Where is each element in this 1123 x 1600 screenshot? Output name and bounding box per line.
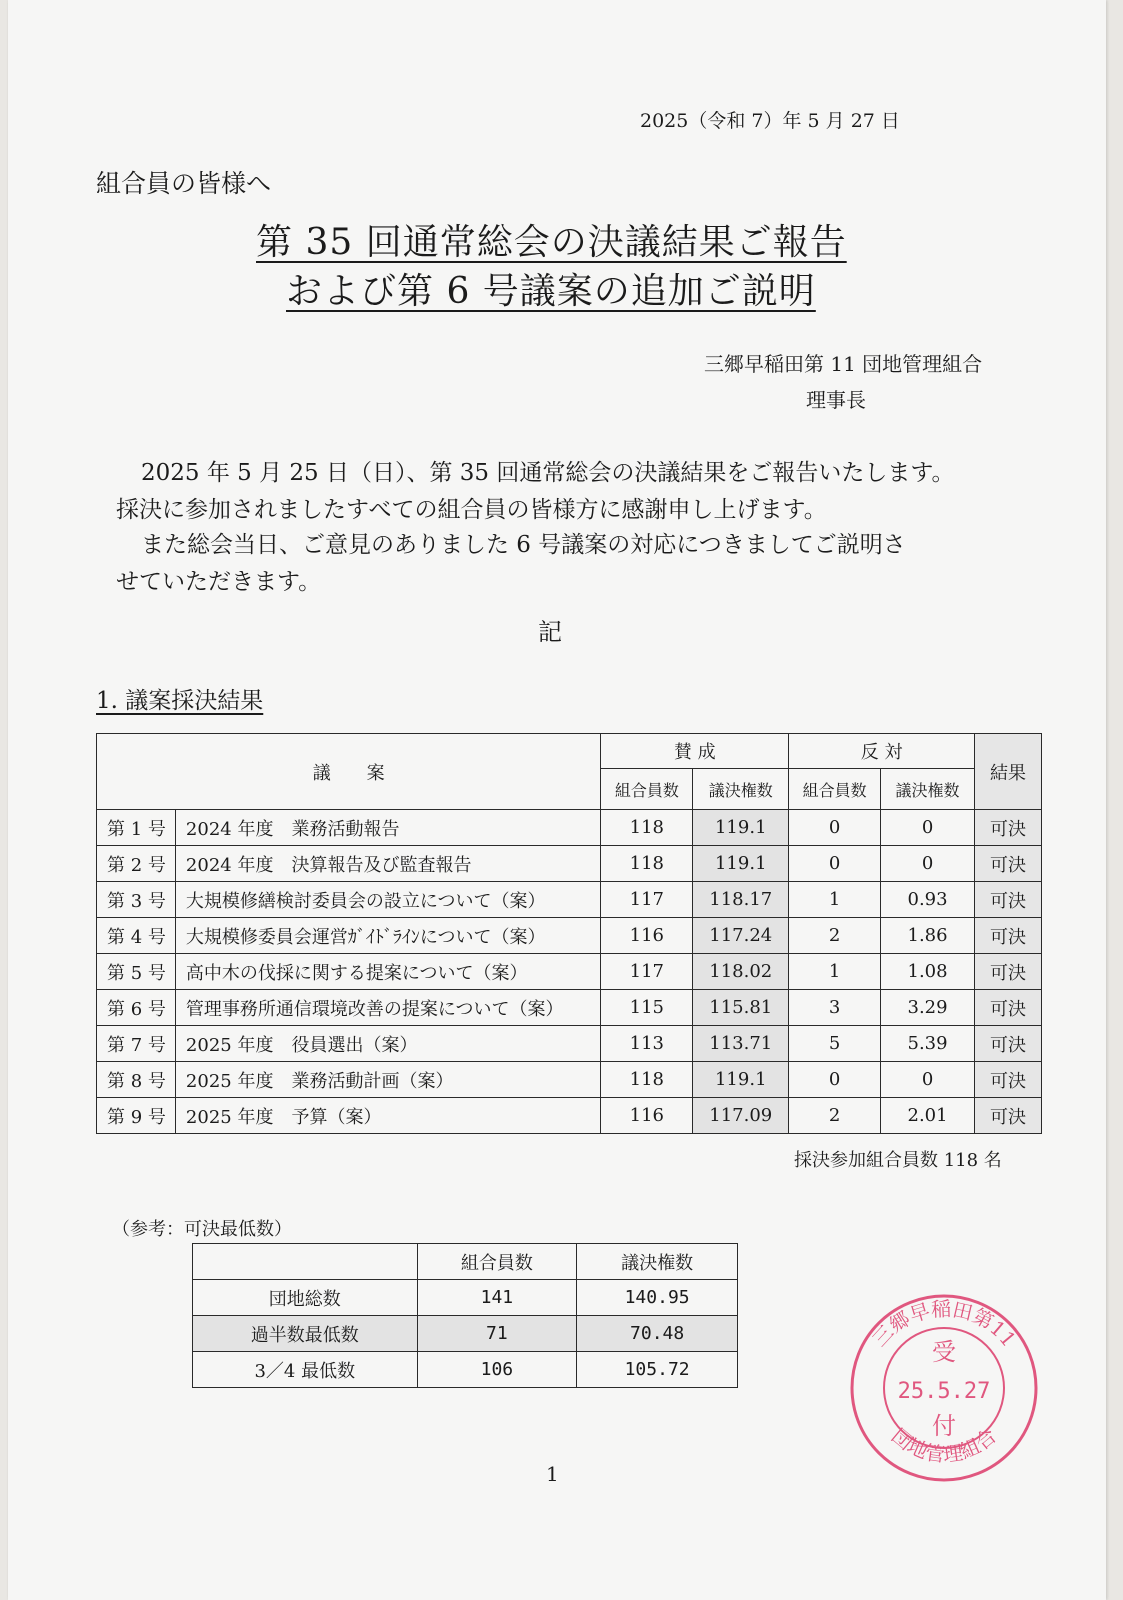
proposal-name: 2025 年度 業務活動計画（案） xyxy=(175,1062,600,1098)
reference-header-votes: 議決権数 xyxy=(577,1244,738,1280)
result-cell: 可決 xyxy=(975,990,1042,1026)
oppose-members-cell: 0 xyxy=(789,846,881,882)
oppose-members-cell: 5 xyxy=(789,1026,881,1062)
table-row xyxy=(97,954,1042,990)
result-cell: 可決 xyxy=(975,1098,1042,1134)
approve-votes-cell: 113.71 xyxy=(693,1026,789,1062)
document-page xyxy=(8,0,1106,1600)
oppose-members-cell: 2 xyxy=(789,918,881,954)
table-row xyxy=(97,846,1042,882)
result-cell: 可決 xyxy=(975,918,1042,954)
approve-members-cell: 118 xyxy=(601,846,693,882)
body-line-2: 採決に参加されましたすべての組合員の皆様方に感謝申し上げます。 xyxy=(116,497,827,523)
body-line-4: せていただきます。 xyxy=(116,569,322,595)
reference-votes-cell: 105.72 xyxy=(577,1352,738,1388)
proposal-name: 高中木の伐採に関する提案について（案） xyxy=(175,954,600,990)
proposal-name: 大規模修委員会運営ｶﾞｲﾄﾞﾗｲﾝについて（案） xyxy=(175,918,600,954)
proposal-name: 2025 年度 役員選出（案） xyxy=(175,1026,600,1062)
header-oppose-votes: 議決権数 xyxy=(881,769,975,810)
vote-results-table xyxy=(96,733,1042,1134)
reference-row-label: 過半数最低数 xyxy=(193,1316,418,1352)
result-cell: 可決 xyxy=(975,1026,1042,1062)
proposal-name: 大規模修繕検討委員会の設立について（案） xyxy=(175,882,600,918)
oppose-votes-cell: 0 xyxy=(881,846,975,882)
proposal-number: 第 2 号 xyxy=(97,846,176,882)
reference-row xyxy=(193,1352,738,1388)
participants-note: 採決参加組合員数 118 名 xyxy=(794,1150,1002,1171)
body-line-3: また総会当日、ご意見のありました 6 号議案の対応につきましてご説明さ xyxy=(141,532,906,558)
oppose-members-cell: 2 xyxy=(789,1098,881,1134)
header-approve: 賛 成 xyxy=(601,734,789,769)
sender-organization: 三郷早稲田第 11 団地管理組合 xyxy=(704,352,983,376)
reference-votes-cell: 140.95 xyxy=(577,1280,738,1316)
reference-header-blank xyxy=(193,1244,418,1280)
approve-members-cell: 116 xyxy=(601,918,693,954)
approve-votes-cell: 118.02 xyxy=(693,954,789,990)
oppose-members-cell: 1 xyxy=(789,882,881,918)
sender-role: 理事長 xyxy=(806,388,866,412)
oppose-members-cell: 1 xyxy=(789,954,881,990)
reference-label: （参考：可決最低数） xyxy=(112,1219,292,1240)
body-line-1: 2025 年 5 月 25 日（日）、第 35 回通常総会の決議結果をご報告いたします。 xyxy=(141,460,955,486)
proposal-number: 第 7 号 xyxy=(97,1026,176,1062)
stamp-attached-char: 付 xyxy=(932,1412,956,1440)
proposal-number: 第 8 号 xyxy=(97,1062,176,1098)
table-row xyxy=(97,882,1042,918)
document-title-line2: および第 6 号議案の追加ご説明 xyxy=(286,271,816,312)
oppose-members-cell: 3 xyxy=(789,990,881,1026)
oppose-votes-cell: 1.08 xyxy=(881,954,975,990)
header-approve-votes: 議決権数 xyxy=(693,769,789,810)
approve-votes-cell: 119.1 xyxy=(693,846,789,882)
reference-row-label: 団地総数 xyxy=(193,1280,418,1316)
oppose-votes-cell: 3.29 xyxy=(881,990,975,1026)
proposal-number: 第 3 号 xyxy=(97,882,176,918)
approve-members-cell: 118 xyxy=(601,810,693,846)
approve-votes-cell: 117.09 xyxy=(693,1098,789,1134)
oppose-members-cell: 0 xyxy=(789,810,881,846)
proposal-number: 第 1 号 xyxy=(97,810,176,846)
reference-table xyxy=(192,1243,738,1388)
header-result: 結果 xyxy=(975,734,1042,810)
reference-members-cell: 141 xyxy=(417,1280,577,1316)
header-approve-members: 組合員数 xyxy=(601,769,693,810)
oppose-votes-cell: 0 xyxy=(881,810,975,846)
stamp-received-char: 受 xyxy=(932,1338,956,1366)
approve-members-cell: 117 xyxy=(601,954,693,990)
reference-row-label: 3／4 最低数 xyxy=(193,1352,418,1388)
approve-votes-cell: 117.24 xyxy=(693,918,789,954)
addressee: 組合員の皆様へ xyxy=(96,169,272,198)
stamp-date: 25.5.27 xyxy=(897,1379,991,1404)
reference-row xyxy=(193,1280,738,1316)
document-date: 2025（令和 7）年 5 月 27 日 xyxy=(640,110,900,132)
reference-row xyxy=(193,1316,738,1352)
approve-members-cell: 116 xyxy=(601,1098,693,1134)
oppose-votes-cell: 2.01 xyxy=(881,1098,975,1134)
result-cell: 可決 xyxy=(975,882,1042,918)
oppose-votes-cell: 0.93 xyxy=(881,882,975,918)
stamp-org-text: 三郷早稲田第11 xyxy=(867,1296,1021,1352)
approve-members-cell: 118 xyxy=(601,1062,693,1098)
oppose-votes-cell: 0 xyxy=(881,1062,975,1098)
proposal-name: 2024 年度 業務活動報告 xyxy=(175,810,600,846)
proposal-number: 第 6 号 xyxy=(97,990,176,1026)
result-cell: 可決 xyxy=(975,954,1042,990)
reference-header-members: 組合員数 xyxy=(417,1244,577,1280)
result-cell: 可決 xyxy=(975,1062,1042,1098)
reference-votes-cell: 70.48 xyxy=(577,1316,738,1352)
header-oppose: 反 対 xyxy=(789,734,975,769)
table-row xyxy=(97,1098,1042,1134)
approve-votes-cell: 115.81 xyxy=(693,990,789,1026)
proposal-number: 第 5 号 xyxy=(97,954,176,990)
oppose-votes-cell: 5.39 xyxy=(881,1026,975,1062)
proposal-number: 第 9 号 xyxy=(97,1098,176,1134)
page-number: 1 xyxy=(546,1462,559,1486)
reference-members-cell: 71 xyxy=(417,1316,577,1352)
header-oppose-members: 組合員数 xyxy=(789,769,881,810)
table-row xyxy=(97,1026,1042,1062)
oppose-members-cell: 0 xyxy=(789,1062,881,1098)
proposal-name: 2025 年度 予算（案） xyxy=(175,1098,600,1134)
proposal-name: 2024 年度 決算報告及び監査報告 xyxy=(175,846,600,882)
approve-votes-cell: 119.1 xyxy=(693,1062,789,1098)
proposal-number: 第 4 号 xyxy=(97,918,176,954)
table-row xyxy=(97,918,1042,954)
approve-votes-cell: 119.1 xyxy=(693,810,789,846)
header-proposal: 議 案 xyxy=(97,734,601,810)
table-row xyxy=(97,810,1042,846)
approve-votes-cell: 118.17 xyxy=(693,882,789,918)
stamp-bottom-text: 団地管理組合 xyxy=(886,1423,1002,1467)
proposal-name: 管理事務所通信環境改善の提案について（案） xyxy=(175,990,600,1026)
received-stamp xyxy=(844,1288,1044,1488)
approve-members-cell: 113 xyxy=(601,1026,693,1062)
reference-members-cell: 106 xyxy=(417,1352,577,1388)
result-cell: 可決 xyxy=(975,846,1042,882)
oppose-votes-cell: 1.86 xyxy=(881,918,975,954)
approve-members-cell: 115 xyxy=(601,990,693,1026)
ki-heading: 記 xyxy=(538,618,562,646)
table-row xyxy=(97,1062,1042,1098)
table-row xyxy=(97,990,1042,1026)
result-cell: 可決 xyxy=(975,810,1042,846)
approve-members-cell: 117 xyxy=(601,882,693,918)
section-title-vote-results: 1. 議案採決結果 xyxy=(96,688,264,714)
document-title-line1: 第 35 回通常総会の決議結果ご報告 xyxy=(256,222,847,263)
